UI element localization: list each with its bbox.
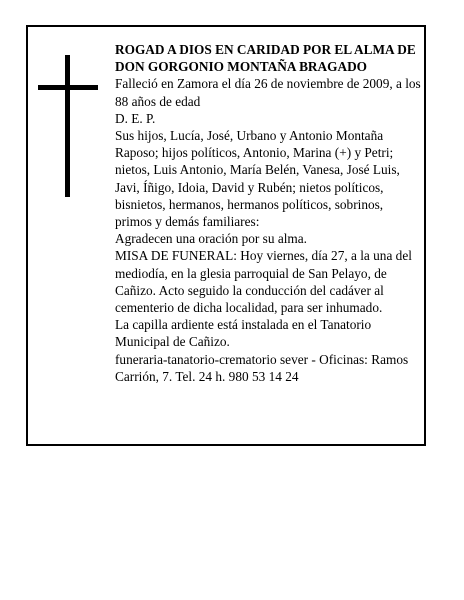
notice-heading-prayer: ROGAD A DIOS EN CARIDAD POR EL ALMA DE	[115, 42, 416, 57]
deceased-name: DON GORGONIO MONTAÑA BRAGADO	[115, 59, 368, 75]
death-info: Falleció en Zamora el día 26 de noviembre de 2009, a los 88 años de edad	[115, 76, 421, 109]
rip-text: D. E. P.	[115, 110, 156, 126]
chapel-info: La capilla ardiente está instalada en el Tanatorio Municipal de Cañizo.	[115, 317, 372, 350]
prayer-request: Agradecen una oración por su alma.	[115, 231, 307, 247]
cross-icon	[38, 55, 98, 197]
notice-body	[115, 41, 421, 385]
funeral-home-info: funeraria-tanatorio-crematorio sever - Oficinas: Ramos Carrión, 7. Tel. 24 h. 980 53 14 24	[115, 351, 409, 384]
obituary-notice	[26, 25, 426, 446]
family-list: Sus hijos, Lucía, José, Urbano y Antonio Montaña Raposo; hijos políticos, Antonio, Marina (+) y Petri; nietos, Luis Antonio, María Belén, Vanesa, José Luis, Javi, Íñigo, Idoia, David y Rubén; nietos políticos, bisnietos, hermanos, hermanos políticos, sobrinos, primos y demás familiares:	[115, 128, 400, 230]
funeral-mass-info: MISA DE FUNERAL: Hoy viernes, día 27, a la una del mediodía, en la glesia parroquial de San Pelayo, de Cañizo. Acto seguido la conducción del cadáver al cementerio de dicha localidad, para ser inhumado.	[115, 248, 412, 316]
